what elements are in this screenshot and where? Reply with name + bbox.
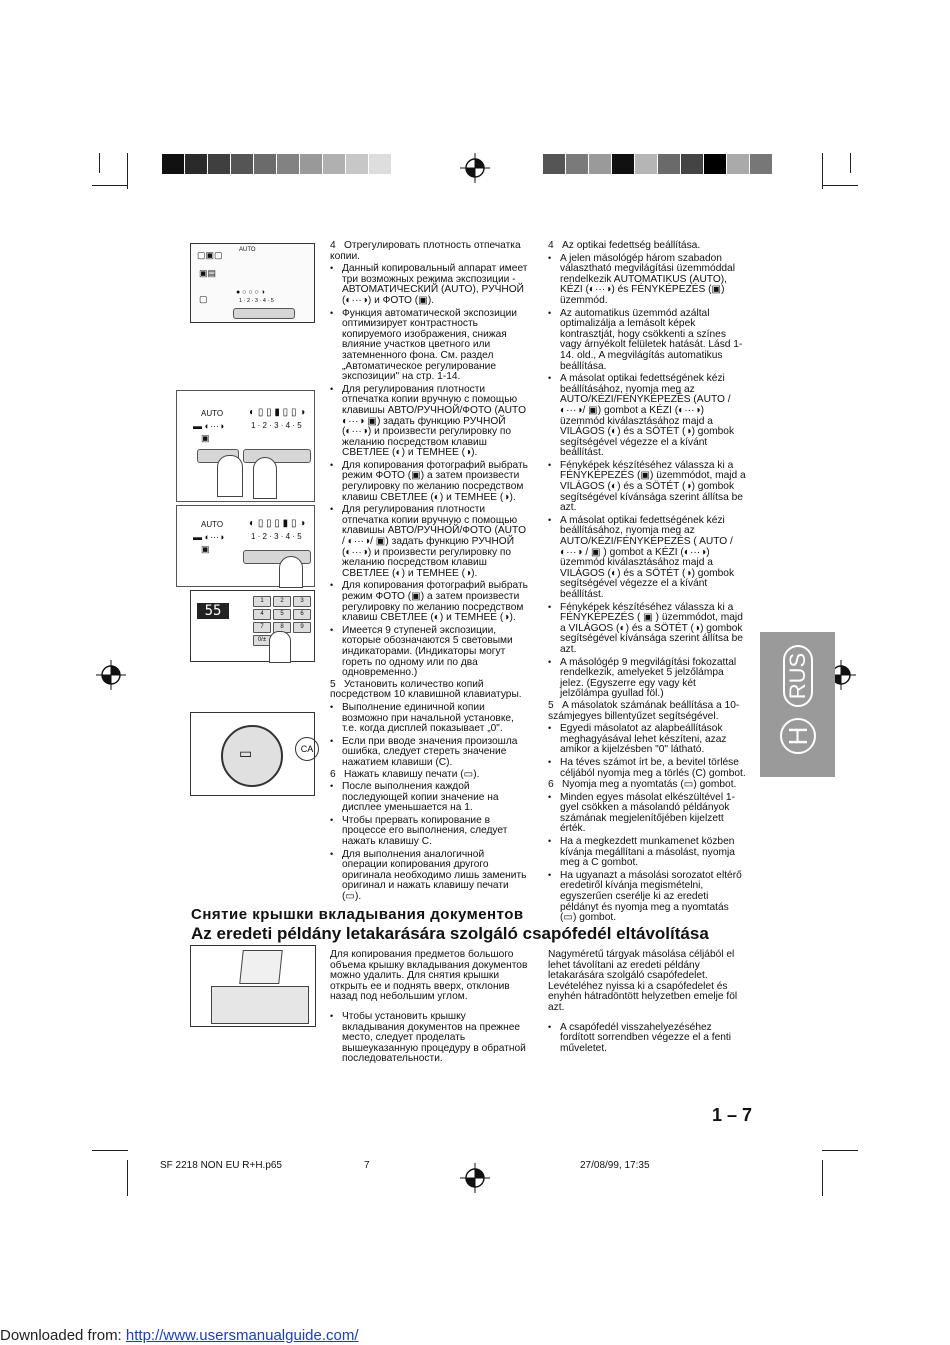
- ru-bullet: • Для копирования фотографий выбрать режим ФОТО (▣) а затем произвести регулировку по желанию посредством клавиш СВЕТЛЕЕ (◐) и ТЕМНЕЕ (◑).: [330, 580, 530, 623]
- hu-cover-paragraph: Nagyméretű tárgyak másolása céljából el lehet távolítani az eredeti példány letakarására szolgáló csapófedelet. Levételéhez nyissa ki a csapófedelet és enyhén hátradöntött helyzetben emelje föl azt.: [548, 949, 738, 1013]
- ru-bullet: • Выполнение единичной копии возможно при начальной установке, т.е. когда дисплей показывает „0".: [330, 702, 530, 735]
- keypad-key: 8: [273, 622, 291, 633]
- keypad-key: 1: [253, 596, 271, 607]
- exposure-panel-illustration: AUTO ▬ ◐···◑ ▣ ◐ ▯ ▯ ▮ ▯ ▯ ◑ 1 · 2 · 3 · 4 · 5: [176, 390, 315, 502]
- download-label: Downloaded from:: [0, 1327, 122, 1344]
- keypad-key: 5: [273, 609, 291, 620]
- crop-mark: [822, 153, 823, 189]
- crop-mark: [127, 153, 128, 189]
- ru-step-6: Нажать клавишу печати (▭).: [344, 768, 480, 780]
- registration-mark-icon: [96, 660, 126, 690]
- language-tab: [760, 632, 835, 777]
- lifted-cover: [239, 950, 283, 984]
- panel-icon-row: ▢▣▢: [197, 250, 223, 260]
- tab-h-label: H: [780, 718, 816, 754]
- crop-mark: [92, 185, 128, 186]
- indicator-lights: ◐ ▯ ▯ ▯ ▮ ▯ ◑: [249, 518, 306, 529]
- hu-bullet: • Ha téves számot írt be, a bevitel törlése céljából nyomja meg a törlés (C) gombot.: [548, 757, 747, 779]
- ru-bullet: • Для выполнения аналогичной операции копирования другого оригинала необходимо лишь заменить оригинал и нажать клавишу печати (▭).: [330, 849, 530, 903]
- clear-all-key: CA: [295, 737, 319, 761]
- keypad-key: 6: [293, 609, 311, 620]
- finger-press-icon: [279, 556, 303, 588]
- copy-count-display: 55: [197, 603, 229, 619]
- footer-page: 7: [364, 1160, 370, 1171]
- exposure-buttons: [233, 308, 295, 319]
- hu-bullet: • Egyedi másolatot az alapbeállítások meghagyásával lehet készíteni, azaz amikor a kijelzésben "0" látható.: [548, 723, 747, 756]
- footer-file: SF 2218 NON EU R+H.p65: [160, 1160, 282, 1171]
- tab-rus-label: RUS: [778, 646, 818, 706]
- hu-bullet: • A jelen másológép három szabadon választható megvilágítási üzemmóddal rendelkezik AUTOMATIKUS (AUTO), KÉZI (◐···◑) és FÉNYKÉPEZÉS (▣) üzemmód.: [548, 253, 747, 307]
- indicator-lights: ● ○ ○ ○ ◑: [236, 289, 265, 296]
- hu-bullet: • Az automatikus üzemmód azáltal optimalizálja a lemásolt képek kontrasztját, hogy csökkenti a színes vagy árnyékolt felületek hatását. Lásd 1-14. old., A megvilágítás automatikus beállítása.: [548, 308, 747, 373]
- crop-mark: [822, 185, 858, 186]
- ru-cover-bullet: • Чтобы установить крышку вкладывания документов на прежнее место, следует проделать вышеуказанную процедуру в обратной последовательности.: [330, 1011, 530, 1065]
- print-icon: ▭: [239, 745, 253, 761]
- crop-mark: [99, 153, 100, 173]
- ru-bullet: • После выполнения каждой последующей копии значение на дисплее уменьшается на 1.: [330, 781, 530, 814]
- exposure-scale: 1 · 2 · 3 · 4 · 5: [239, 298, 274, 304]
- ru-bullet: • Для регулирования плотности отпечатка копии вручную с помощью клавишы АВТО/РУЧНОЙ/ФОТО (AUTO ◐···◑ ▣) задать функцию РУЧНОЙ (◐···◑) и произвести регулировку по желанию посредством клавиш СВЕТЛЕЕ (◐) и ТЕМНЕЕ (◑).: [330, 384, 530, 459]
- registration-mark-icon: [460, 153, 490, 183]
- ru-bullet: • Для регулирования плотности отпечатка копии вручную с помощью клавишы АВТО/РУЧНОЙ/ФОТО (AUTO / ◐···◑/ ▣) задать функцию РУЧНОЙ (◐···◑) и произвести регулировку по желанию посредством клавиш СВЕТЛЕЕ (◐) и ТЕМНЕЕ (◑).: [330, 504, 530, 579]
- download-source: [0, 1327, 359, 1344]
- hu-bullet: • Ha a megkezdett munkamenet közben kívánja megállítani a másolást, nyomja meg a C gombot.: [548, 836, 747, 869]
- hu-bullet: • Fényképek készítéséhez válassza ki a FÉNYKÉPEZÉS ( ▣ ) üzemmódot, majd a VILÁGOS (◐) és a SÖTÉT (◑) gombok segítségével kívánsága szerint állítsa be azt.: [548, 602, 747, 656]
- russian-column: 4 Отрегулировать плотность отпечатка копии. • Данный копировальный аппарат имеет три возможных режима экспозиции - АВТОМАТИЧЕСКИЙ (AUTO), РУЧНОЙ (◐···◑) и ФОТО (▣). • Функция автоматической экспозиции оптимизирует контрастность копируемого изображения, снижая влияние участков цветного или затемненного фона. См. раздел „Автоматическое регулирование экспозиции" на стр. 1-14. • Для регулирования плотности отпечатка копии вручную с помощью клавишы АВТО/РУЧНОЙ/ФОТО (AUTO ◐···◑ ▣) задать функцию РУЧНОЙ (◐···◑) и произвести регулировку по желанию посредством клавиш СВЕТЛЕЕ (◐) и ТЕМНЕЕ (◑). • Для копирования фотографий выбрать режим ФОТО (▣) а затем произвести регулировку по желанию посредством клавиш СВЕТЛЕЕ (◐) и ТЕМНЕЕ (◑). • Для регулирования плотности отпечатка копии вручную с помощью клавишы АВТО/РУЧНОЙ/ФОТО (AUTO / ◐···◑/ ▣) задать функцию РУЧНОЙ (◐···◑) и произвести регулировку по желанию посредством клавиш СВЕТЛЕЕ (◐) и ТЕМНЕЕ (◑). • Для копирования фотографий выбрать режим ФОТО (▣) а затем произвести регулировку по желанию посредством клавиш СВЕТЛЕЕ (◐) и ТЕМНЕЕ (◑). • Имеется 9 ступеней экспозиции, которые обозначаются 5 световыми индикаторами. (Индикаторы могут гореть по одному или по два одновременно.) 5 Установить количество копий посредством 10 клавишной клавиатуры. • Выполнение единичной копии возможно при начальной установке, т.е. когда дисплей показывает „0". • Если при вводе значения произошла ошибка, следует стереть значение нажатием клавиши (C). 6 Нажать клавишу печати (▭). • После выполнения каждой последующей копии значение на дисплее уменьшается на 1. • Чтобы прервать копирование в процессе его выполнения, следует нажать клавишу C. • Для выполнения аналогичной операции копирования другого оригинала необходимо лишь заменить оригинал и нажать клавишу печати (▭).: [330, 241, 530, 904]
- hu-step-6: Nyomja meg a nyomtatás (▭) gombot.: [562, 779, 737, 791]
- hu-bullet: • A másolat optikai fedettségének kézi beállításához, nyomja meg az AUTO/KÉZI/FÉNYKÉPEZÉS ( AUTO / ◐···◑ / ▣ ) gombot a KÉZI (◐···◑) üzemmód kiválasztásához majd a VILÁGOS (◐) és a SÖTÉT (◑) gombok segítségével végezze el a kívánt beállítást.: [548, 515, 747, 601]
- ru-bullet: • Данный копировальный аппарат имеет три возможных режима экспозиции - АВТОМАТИЧЕСКИЙ (AUTO), РУЧНОЙ (◐···◑) и ФОТО (▣).: [330, 263, 530, 306]
- document-cover-illustration: [190, 945, 316, 1027]
- ru-bullet: • Для копирования фотографий выбрать режим ФОТО (▣) а затем произвести регулировку по желанию посредством клавиш СВЕТЛЕЕ (◐) и ТЕМНЕЕ (◑).: [330, 460, 530, 503]
- keypad-key: 2: [273, 596, 291, 607]
- auto-label: AUTO: [201, 409, 224, 418]
- ru-cover-paragraph: Для копирования предметов большого объема крышку вкладывания документов можно удалить. Для снятия крышки открыть ее и поднять вверх, отклонив назад под небольшим углом.: [330, 949, 528, 1003]
- print-key-illustration: [190, 712, 315, 796]
- keypad-illustration: [190, 590, 315, 662]
- ru-step-5: Установить количество копий посредством 10 клавишной клавиатуры.: [330, 678, 522, 701]
- hu-bullet: • Ha ugyanazt a másolási sorozatot eltérő eredetiről kívánja megismételni, egyszerűen cserélje ki az eredeti példányt és nyomja meg a nyomtatás (▭) gombot.: [548, 870, 747, 924]
- hu-bullet: • A másolat optikai fedettségének kézi beállításához, nyomja meg az AUTO/KÉZI/FÉNYKÉPEZÉS (AUTO /◐···◑/ ▣) gombot a KÉZI (◐···◑) üzemmód kiválasztásához majd a VILÁGOS (◐) és a SÖTÉT (◑) gombok segítségével végezze el a kívánt beállítást.: [548, 373, 747, 459]
- lighter-darker-keys: [243, 449, 311, 463]
- ru-bullet: • Чтобы прервать копирование в процессе его выполнения, следует нажать клавишу C.: [330, 815, 530, 848]
- crop-mark: [92, 1150, 128, 1151]
- keypad-key: 0/±: [253, 635, 271, 646]
- grey-scale-bar-left: [162, 154, 392, 174]
- crop-mark: [822, 1150, 858, 1151]
- finger-press-icon: [217, 455, 243, 497]
- finger-press-icon: [253, 457, 277, 499]
- panel-auto-label: AUTO: [239, 247, 256, 253]
- section-heading-hu: Az eredeti példány letakarására szolgáló csapófedél eltávolítása: [191, 924, 709, 943]
- crop-mark: [822, 1160, 823, 1196]
- hu-cover-bullet: • A csapófedél visszahelyezéséhez fordított sorrendben végezze el a fenti műveletet.: [548, 1022, 747, 1055]
- hu-step-5: A másolatok számának beállítása a 10-számjegyes billentyűzet segítségével.: [548, 699, 740, 722]
- auto-label: AUTO: [201, 520, 224, 529]
- registration-mark-icon: [460, 1163, 490, 1193]
- section-hu-text: [548, 950, 747, 1055]
- crop-mark: [127, 1160, 128, 1196]
- hu-bullet: • Fényképek készítéséhez válassza ki a FÉNYKÉPEZÉS (▣) üzemmódot, majd a VILÁGOS (◐) és a SÖTÉT (◑) gombok segítségével kívánsága szerint állítsa be azt.: [548, 460, 747, 514]
- hu-bullet: • A másológép 9 megvilágítási fokozattal rendelkezik, amelyeket 5 jelzőlámpa jelez. (Egyszerre egy vagy két jelzőlámpa gyullad föl.): [548, 657, 747, 700]
- finger-press-icon: [269, 631, 291, 663]
- exposure-scale: 1 · 2 · 3 · 4 · 5: [251, 421, 302, 430]
- ru-bullet: • Имеется 9 ступеней экспозиции, которые обозначаются 5 световыми индикаторами. (Индикаторы могут гореть по одному или по два одновременно.): [330, 625, 530, 679]
- section-ru-text: [330, 950, 530, 1066]
- indicator-lights: ◐ ▯ ▯ ▮ ▯ ▯ ◑: [249, 407, 306, 418]
- ru-bullet: • Функция автоматической экспозиции оптимизирует контрастность копируемого изображения, снижая влияние участков цветного или затемненного фона. См. раздел „Автоматическое регулирование экспозиции" на стр. 1-14.: [330, 308, 530, 383]
- section-heading-ru: Снятие крышки вкладывания документов: [191, 906, 524, 923]
- keypad-key: 3: [293, 596, 311, 607]
- hungarian-column: 4 Az optikai fedettség beállítása. • A jelen másológép három szabadon választható megvilágítási üzemmóddal rendelkezik AUTOMATIKUS (AUTO), KÉZI (◐···◑) és FÉNYKÉPEZÉS (▣) üzemmód. • Az automatikus üzemmód azáltal optimalizálja a lemásolt képek kontrasztját, hogy csökkenti a színes vagy árnyékolt felületek hatását. Lásd 1-14. old., A megvilágítás automatikus beállítása. • A másolat optikai fedettségének kézi beállításához, nyomja meg az AUTO/KÉZI/FÉNYKÉPEZÉS (AUTO /◐···◑/ ▣) gombot a KÉZI (◐···◑) üzemmód kiválasztásához majd a VILÁGOS (◐) és a SÖTÉT (◑) gombok segítségével végezze el a kívánt beállítást. • Fényképek készítéséhez válassza ki a FÉNYKÉPEZÉS (▣) üzemmódot, majd a VILÁGOS (◐) és a SÖTÉT (◑) gombok segítségével kívánsága szerint állítsa be azt. • A másolat optikai fedettségének kézi beállításához, nyomja meg az AUTO/KÉZI/FÉNYKÉPEZÉS ( AUTO / ◐···◑ / ▣ ) gombot a KÉZI (◐···◑) üzemmód kiválasztásához majd a VILÁGOS (◐) és a SÖTÉT (◑) gombok segítségével végezze el a kívánt beállítást. • Fényképek készítéséhez válassza ki a FÉNYKÉPEZÉS ( ▣ ) üzemmódot, majd a VILÁGOS (◐) és a SÖTÉT (◑) gombok segítségével kívánsága szerint állítsa be azt. • A másológép 9 megvilágítási fokozattal rendelkezik, amelyeket 5 jelzőlámpa jelez. (Egyszerre egy vagy két jelzőlámpa gyullad föl.) 5 A másolatok számának beállítása a 10-számjegyes billentyűzet segítségével. • Egyedi másolatot az alapbeállítások meghagyásával lehet készíteni, azaz amikor a kijelzésben "0" látható. • Ha téves számot írt be, a bevitel törlése céljából nyomja meg a törlés (C) gombot. 6 Nyomja meg a nyomtatás (▭) gombot. • Minden egyes másolat elkészültével 1-gyel csökken a másolandó példányok számának megjelenítőjében kijelzett érték. • Ha a megkezdett munkamenet közben kívánja megállítani a másolást, nyomja meg a C gombot. • Ha ugyanazt a másolási sorozatot eltérő eredetiről kívánja megismételni, egyszerűen cserélje ki az eredeti példányt és nyomja meg a nyomtatás (▭) gombot.: [548, 241, 747, 925]
- ru-step-4: Отрегулировать плотность отпечатка копии.: [330, 240, 521, 262]
- copier-body: [211, 986, 309, 1024]
- crop-mark: [850, 153, 851, 173]
- keypad-key: 9: [293, 622, 311, 633]
- ru-bullet: • Если при вводе значения произошла ошибка, следует стереть значение нажатием клавиши (C).: [330, 736, 530, 769]
- keypad-key: 4: [253, 609, 271, 620]
- keypad-key: 7: [253, 622, 271, 633]
- page-number: 1 – 7: [712, 1105, 753, 1125]
- hu-step-4: Az optikai fedettség beállítása.: [562, 240, 701, 251]
- footer-date: 27/08/99, 17:35: [580, 1160, 650, 1171]
- hu-bullet: • Minden egyes másolat elkészültével 1-gyel csökken a másolandó példányok számának megjelenítőjében kijelzett érték.: [548, 792, 747, 835]
- download-link[interactable]: http://www.usersmanualguide.com/: [125, 1327, 359, 1344]
- exposure-panel-illustration: AUTO ▬ ◐···◑ ▣ ◐ ▯ ▯ ▯ ▮ ▯ ◑ 1 · 2 · 3 · 4 · 5: [176, 505, 315, 587]
- exposure-scale: 1 · 2 · 3 · 4 · 5: [251, 532, 302, 541]
- control-panel-illustration: ▢▣▢ AUTO ▣▤ ▢ ● ○ ○ ○ ◑ 1 · 2 · 3 · 4 · 5: [190, 243, 315, 323]
- grey-scale-bar-right: [543, 154, 773, 174]
